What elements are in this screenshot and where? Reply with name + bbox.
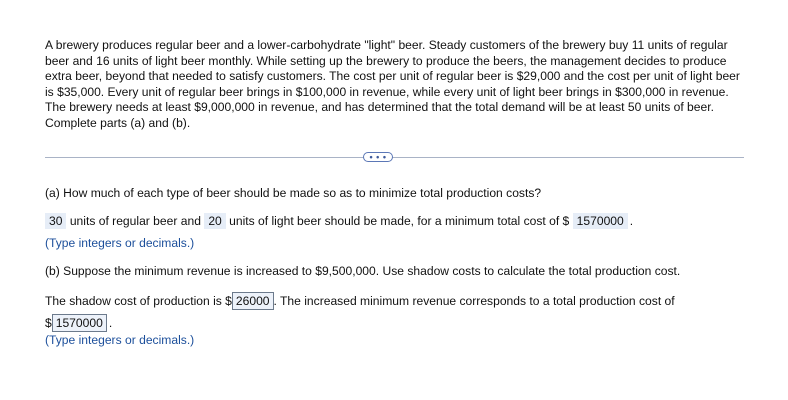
regular-units-text: units of regular beer and xyxy=(69,214,201,228)
total-cost-answer[interactable]: 1570000 xyxy=(52,314,107,332)
part-a-answer-line xyxy=(45,213,633,229)
regular-units-answer[interactable]: 30 xyxy=(45,213,66,229)
part-b-period: . xyxy=(108,316,113,330)
part-a-period: . xyxy=(629,214,634,228)
part-a-hint: (Type integers or decimals.) xyxy=(45,236,195,250)
total-cost-line xyxy=(45,314,112,332)
problem-statement: A brewery produces regular beer and a lower-carbohydrate "light" beer. Steady customers of the brewery buy 11 units of regular beer and 16 units of light beer monthly. While setting up the brewery to produce the beers, the management decides to produce extra beer, beyond that needed to satisfy customers. The cost per unit of regular beer is $29,000 and the cost per unit of light beer is $35,000. Every unit of regular beer brings in $100,000 in revenue, while every unit of light beer brings in $300,000 in revenue. The brewery needs at least $9,000,000 in revenue, and has determined that the total demand will be at least 50 units of beer. Complete parts (a) and (b). xyxy=(45,38,740,130)
shadow-cost-line xyxy=(45,292,675,310)
light-units-text: units of light beer should be made, for a minimum total cost of $ xyxy=(229,214,570,228)
min-cost-answer[interactable]: 1570000 xyxy=(573,213,628,229)
shadow-cost-answer[interactable]: 26000 xyxy=(232,292,274,310)
total-prefix: $ xyxy=(45,316,52,330)
shadow-suffix: . The increased minimum revenue corresponds to a total production cost of xyxy=(273,294,675,308)
expand-more-button[interactable]: • • • xyxy=(363,152,393,162)
shadow-prefix: The shadow cost of production is $ xyxy=(45,294,232,308)
light-units-answer[interactable]: 20 xyxy=(204,213,225,229)
part-b-question: (b) Suppose the minimum revenue is increased to $9,500,000. Use shadow costs to calculate the total production cost. xyxy=(45,264,681,278)
part-b-hint: (Type integers or decimals.) xyxy=(45,333,195,347)
part-a-question: (a) How much of each type of beer should be made so as to minimize total production costs? xyxy=(45,186,542,200)
section-divider xyxy=(45,157,744,158)
